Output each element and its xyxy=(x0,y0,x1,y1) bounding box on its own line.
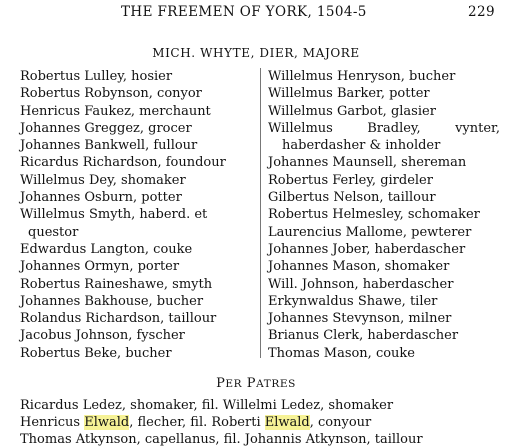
list-item xyxy=(268,310,500,327)
entry-text: Gilbertus Nelson, taillour xyxy=(268,190,436,206)
subsection-title-initial: P xyxy=(246,376,257,391)
entry-text: Johannes Osburn, potter xyxy=(20,190,182,206)
highlighted-term: Elwald xyxy=(264,415,310,430)
subsection-title-rest: ATRES xyxy=(256,378,296,390)
right-column xyxy=(268,68,500,362)
entry-text: Willelmus Garbot, glasier xyxy=(268,103,436,119)
list-item: Ricardus Ledez, shomaker, fil. Willelmi Ledez, shomaker xyxy=(20,398,394,413)
entry-text: Robertus Helmesley, schomaker xyxy=(268,207,480,223)
list-item xyxy=(20,103,254,120)
entry-text: Johannes Stevynson, milner xyxy=(268,311,452,327)
list-item xyxy=(268,327,500,344)
entry-text: Johannes Bankwell, fullour xyxy=(20,138,198,154)
list-item xyxy=(20,172,254,189)
entry-text: Robertus Beke, bucher xyxy=(20,345,172,361)
entry-text: Johannes Greggez, grocer xyxy=(20,120,192,136)
entry-text: Willelmus Smyth, haberd. et xyxy=(20,207,208,223)
list-item xyxy=(20,137,254,154)
list-item xyxy=(268,120,500,155)
entry-text: Henricus Faukez, merchaunt xyxy=(20,103,211,119)
list-item: Thomas Atkynson, capellanus, fil. Johannis Atkynson, taillour xyxy=(20,432,423,447)
page-number: 229 xyxy=(468,4,495,20)
list-item xyxy=(268,206,500,223)
list-item xyxy=(20,241,254,258)
list-item xyxy=(20,276,254,293)
entry-text: Johannes Maunsell, shereman xyxy=(268,155,467,171)
entry-text: Willelmus Barker, potter xyxy=(268,86,430,102)
list-item xyxy=(20,310,254,327)
list-item xyxy=(20,345,254,362)
entry-continuation: questor xyxy=(28,224,79,240)
list-item xyxy=(268,85,500,102)
list-item xyxy=(20,206,254,241)
entry-text: Rolandus Richardson, taillour xyxy=(20,311,217,327)
list-item xyxy=(268,241,500,258)
entry-text: Erkynwaldus Shawe, tiler xyxy=(268,293,438,309)
entry-text: Johannes Mason, shomaker xyxy=(268,259,450,275)
entry-surname: Bradley, xyxy=(367,120,421,136)
entry-text: Johannes Bakhouse, bucher xyxy=(20,293,204,309)
entry-text: Henricus xyxy=(20,415,85,430)
list-item xyxy=(20,68,254,85)
entry-text: Robertus Raineshawe, smyth xyxy=(20,276,213,292)
entry-text: , flecher, fil. Roberti xyxy=(129,415,265,430)
left-column xyxy=(20,68,254,362)
entry-text: Johannes Jober, haberdascher xyxy=(268,241,466,257)
entry-text: Robertus Robynson, conyor xyxy=(20,86,202,102)
list-item xyxy=(268,276,500,293)
list-item xyxy=(20,120,254,137)
subsection-title-initial: P xyxy=(216,376,226,391)
entry-text: Thomas Mason, couke xyxy=(268,345,415,361)
patres-list xyxy=(20,397,500,448)
subsection-title-rest: ER xyxy=(225,378,243,390)
page-header xyxy=(0,4,512,24)
freemen-columns xyxy=(0,68,512,360)
entry-text: , conyour xyxy=(309,415,372,430)
entry-text: Willelmus Henryson, bucher xyxy=(268,69,456,84)
entry-text: Edwardus Langton, couke xyxy=(20,241,193,257)
highlighted-term: Elwald xyxy=(84,415,130,430)
subsection-title xyxy=(0,375,512,391)
list-item xyxy=(268,258,500,275)
list-item xyxy=(268,154,500,171)
entry-text: Will. Johnson, haberdascher xyxy=(268,276,454,292)
entry-text: Brianus Clerk, haberdascher xyxy=(268,328,459,344)
list-item xyxy=(20,327,254,344)
list-item xyxy=(268,345,500,362)
entry-text: Ricardus Richardson, foundour xyxy=(20,155,226,171)
list-item xyxy=(20,293,254,310)
entry-trade: vynter, xyxy=(455,120,500,136)
section-title: MICH. WHYTE, DIER, MAJORE xyxy=(152,46,360,60)
list-item xyxy=(268,293,500,310)
list-item xyxy=(268,172,500,189)
list-item xyxy=(20,258,254,275)
entry-text: Laurencius Mallome, pewterer xyxy=(268,224,472,240)
list-item xyxy=(268,103,500,120)
list-item xyxy=(268,189,500,206)
entry-name: Willelmus xyxy=(268,120,333,136)
entry-continuation: haberdasher & inholder xyxy=(282,138,441,154)
list-item xyxy=(268,224,500,241)
entry-text: Robertus Lulley, hosier xyxy=(20,69,173,84)
running-title: THE FREEMEN OF YORK, 1504-5 xyxy=(121,4,367,20)
entry-text: Johannes Ormyn, porter xyxy=(20,259,180,275)
list-item xyxy=(268,68,500,85)
entry-text: Jacobus Johnson, fyscher xyxy=(20,328,185,344)
entry-text: Willelmus Dey, shomaker xyxy=(20,172,186,188)
entry-text: Robertus Ferley, girdeler xyxy=(268,172,433,188)
list-item xyxy=(20,414,500,431)
list-item xyxy=(20,85,254,102)
entry-text xyxy=(268,120,500,137)
column-divider xyxy=(260,68,261,358)
list-item xyxy=(20,189,254,206)
list-item xyxy=(20,154,254,171)
